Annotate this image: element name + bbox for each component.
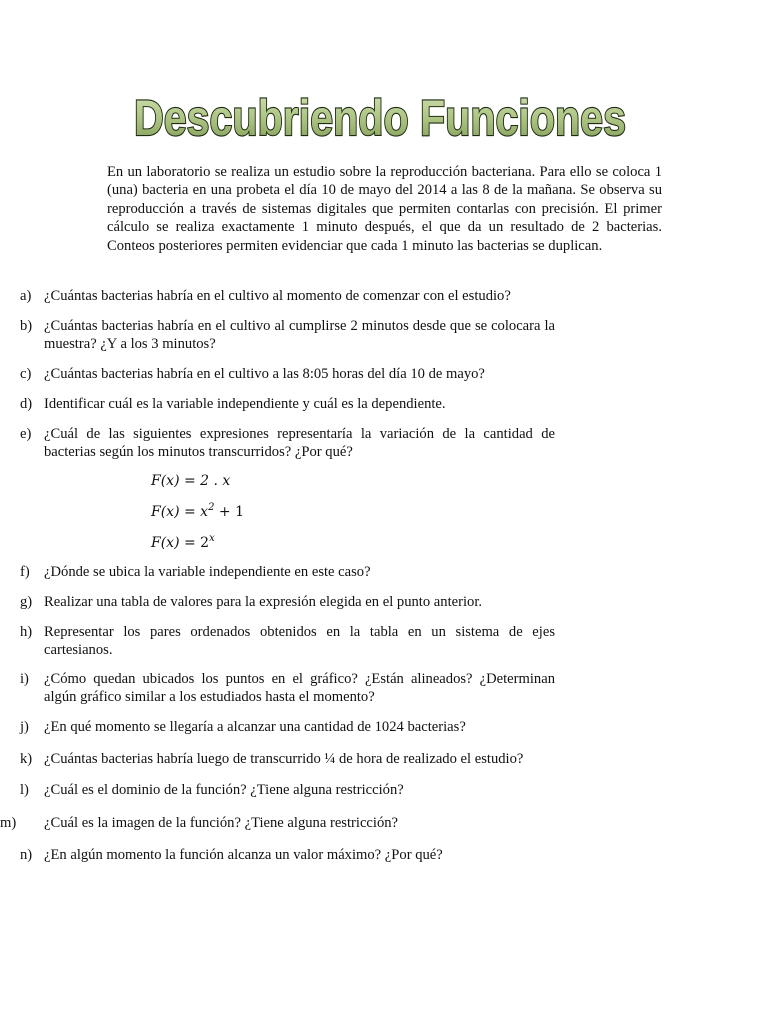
question-letter: h) bbox=[20, 624, 33, 640]
question-letter: l) bbox=[20, 782, 29, 798]
question-text: ¿En algún momento la función alcanza un valor máximo? ¿Por qué? bbox=[44, 847, 443, 863]
formula-base: x bbox=[200, 504, 209, 520]
question-letter: k) bbox=[20, 751, 33, 767]
question-letter: b) bbox=[20, 318, 33, 334]
question-letter: e) bbox=[20, 426, 32, 442]
question-item-b bbox=[0, 317, 555, 354]
question-letter: c) bbox=[20, 366, 32, 382]
question-text: ¿Cuántas bacterias habría luego de transcurrido ¼ de hora de realizado el estudio? bbox=[44, 751, 524, 767]
question-item-d bbox=[0, 395, 555, 413]
question-text: ¿Cuántas bacterias habría en el cultivo al momento de comenzar con el estudio? bbox=[44, 288, 511, 304]
question-item-h bbox=[0, 623, 555, 660]
question-text: Representar los pares ordenados obtenidos en la tabla en un sistema de ejes cartesianos. bbox=[44, 624, 555, 659]
formula-exponent: x bbox=[209, 533, 215, 544]
question-item-g bbox=[0, 593, 555, 611]
question-item-n bbox=[0, 846, 555, 864]
question-item-j bbox=[0, 718, 555, 736]
question-item-m bbox=[0, 814, 555, 832]
question-item-i bbox=[0, 670, 555, 707]
formula-tail: + 1 bbox=[214, 504, 244, 520]
question-item-e bbox=[0, 425, 555, 462]
question-letter: d) bbox=[20, 396, 33, 412]
formula-lhs: F(x) = bbox=[151, 473, 201, 489]
intro-paragraph: En un laboratorio se realiza un estudio sobre la reproducción bacteriana. Para ello se coloca 1 (una) bacteria en una probeta el día 10 de mayo del 2014 a las 8 de la mañana. Se observa su reproducción a través de sistemas digitales que permiten contarlas con precisión. El primer cálculo se realiza exactamente 1 minuto después, el que da un resultado de 2 bacterias. Conteos posteriores permiten evidenciar que cada 1 minuto las bacterias se duplican. bbox=[107, 164, 662, 254]
question-letter: m) bbox=[0, 815, 17, 831]
question-text: ¿Cuántas bacterias habría en el cultivo al cumplirse 2 minutos desde que se colocara la muestra? ¿Y a los 3 minutos? bbox=[44, 318, 555, 353]
formula-lhs: F(x) = bbox=[151, 504, 201, 520]
question-item-l bbox=[0, 781, 555, 799]
question-text: ¿Cuál de las siguientes expresiones representaría la variación de la cantidad de bacterias según los minutos transcurridos? ¿Por qué? bbox=[44, 426, 555, 461]
question-text: ¿Cuántas bacterias habría en el cultivo a las 8:05 horas del día 10 de mayo? bbox=[44, 366, 485, 382]
question-text: ¿Cómo quedan ubicados los puntos en el gráfico? ¿Están alineados? ¿Determinan algún gráfico similar a los estudiados hasta el momento? bbox=[44, 671, 555, 706]
question-text: ¿Cuál es el dominio de la función? ¿Tiene alguna restricción? bbox=[44, 782, 404, 798]
question-letter: g) bbox=[20, 594, 33, 610]
formula-base: 2 bbox=[200, 535, 210, 551]
question-letter: a) bbox=[20, 288, 32, 304]
question-text: Identificar cuál es la variable independiente y cuál es la dependiente. bbox=[44, 396, 446, 412]
formula-quadratic bbox=[151, 503, 244, 523]
formula-linear bbox=[151, 472, 230, 490]
question-item-a bbox=[0, 287, 555, 305]
title-wordart bbox=[130, 86, 630, 146]
question-item-c bbox=[0, 365, 555, 383]
formula-exponent: 2 bbox=[208, 502, 215, 513]
question-letter: n) bbox=[20, 847, 33, 863]
title-banner bbox=[130, 86, 630, 146]
question-item-k bbox=[0, 750, 555, 768]
formula-lhs: F(x) = bbox=[151, 535, 201, 551]
question-text: ¿Cuál es la imagen de la función? ¿Tiene alguna restricción? bbox=[44, 815, 399, 831]
question-text: ¿En qué momento se llegaría a alcanzar una cantidad de 1024 bacterias? bbox=[44, 719, 466, 735]
question-text: Realizar una tabla de valores para la expresión elegida en el punto anterior. bbox=[44, 594, 483, 610]
formula-exponential bbox=[151, 534, 215, 554]
question-letter: j) bbox=[20, 719, 29, 735]
formula-rhs: 2 . x bbox=[200, 473, 231, 489]
page-title: Descubriendo Funciones bbox=[134, 90, 626, 146]
question-item-f bbox=[0, 563, 555, 581]
question-letter: i) bbox=[20, 671, 29, 687]
question-letter: f) bbox=[20, 564, 30, 580]
question-text: ¿Dónde se ubica la variable independiente en este caso? bbox=[44, 564, 371, 580]
